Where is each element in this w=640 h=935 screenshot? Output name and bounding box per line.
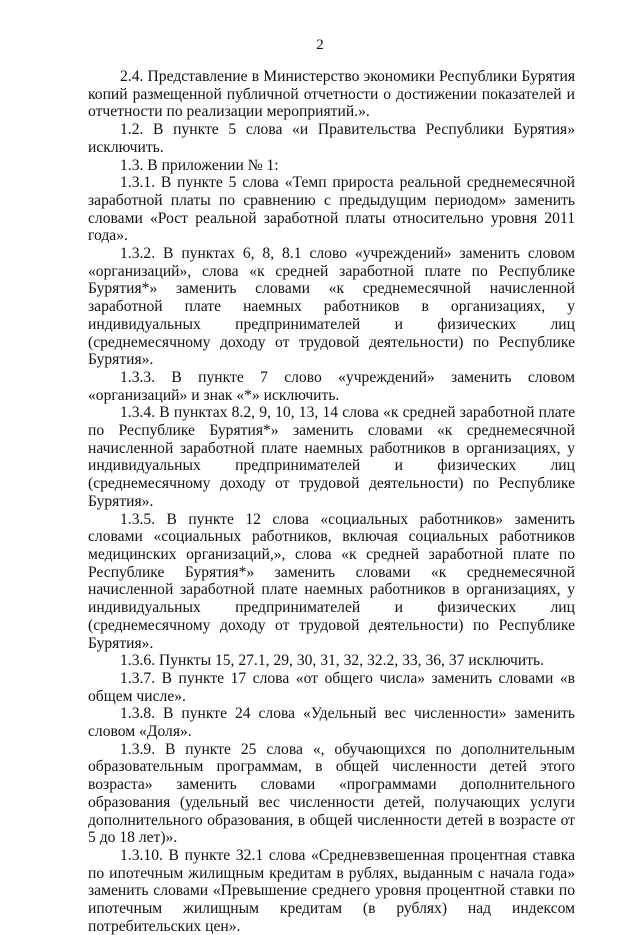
paragraph-1-3-8: 1.3.8. В пункте 24 слова «Удельный вес численности» заменить словом «Доля». bbox=[88, 705, 575, 741]
paragraph-1-3-5: 1.3.5. В пункте 12 слова «социальных работников» заменить словами «социальных работников, включая социальных работников медицинских организаций,», слова «к средней заработной плате по Республике Бурятия*» заменить словами «к среднемесячной начисленной заработной плате наемных работников в организациях, у индивидуальных предпринимателей и физических лиц (среднемесячному доходу от трудовой деятельности) по Республике Бурятия». bbox=[88, 510, 575, 652]
paragraph-1-2: 1.2. В пункте 5 слова «и Правительства Республики Бурятия» исключить. bbox=[88, 121, 575, 156]
document-body bbox=[88, 68, 575, 935]
paragraph-1-3-3: 1.3.3. В пункте 7 слово «учреждений» заменить словом «организаций» и знак «*» исключить. bbox=[88, 368, 575, 404]
paragraph-1-3-7: 1.3.7. В пункте 17 слова «от общего числа» заменить словами «в общем числе». bbox=[88, 669, 575, 705]
paragraph-1-3-6: 1.3.6. Пункты 15, 27.1, 29, 30, 31, 32, 32.2, 33, 36, 37 исключить. bbox=[120, 652, 545, 670]
paragraph-1-3-4: 1.3.4. В пунктах 8.2, 9, 10, 13, 14 слова «к средней заработной плате по Республике Бурятия*» заменить словами «к среднемесячной начисленной заработной плате наемных работников в организациях, у индивидуальных предпринимателей и физических лиц (среднемесячному доходу от трудовой деятельности) по Республике Бурятия». bbox=[88, 404, 575, 510]
page-number: 2 bbox=[316, 37, 324, 53]
paragraph-1-3-9: 1.3.9. В пункте 25 слова «, обучающихся по дополнительным образовательным программам, в общей численности детей этого возраста» заменить словами «программами дополнительного образования (удельный вес численности детей, получающих услуги дополнительного образования, в общей численности детей в возрасте от 5 до 18 лет)». bbox=[88, 740, 575, 847]
paragraph-1-3: 1.3. В приложении № 1: bbox=[120, 156, 279, 174]
paragraph-1-3-2: 1.3.2. В пунктах 6, 8, 8.1 слово «учреждений» заменить словом «организаций», слова «к средней заработной плате по Республике Бурятия*» заменить словами «к среднемесячной начисленной заработной плате наемных работников в организациях, у индивидуальных предпринимателей и физических лиц (среднемесячному доходу от трудовой деятельности) по Республике Бурятия». bbox=[88, 245, 575, 369]
paragraph-1-3-1: 1.3.1. В пункте 5 слова «Темп прироста реальной среднемесячной заработной платы по сравнению с предыдущим периодом» заменить словами «Рост реальной заработной платы относительно уровня 2011 года». bbox=[88, 174, 575, 245]
paragraph-2-4: 2.4. Представление в Министерство экономики Республики Бурятия копий размещенной публичной отчетности о достижении показателей и отчетности по реализации мероприятий.». bbox=[88, 68, 575, 121]
paragraph-1-3-10: 1.3.10. В пункте 32.1 слова «Средневзвешенная процентная ставка по ипотечным жилищным кредитам в рублях, выданным с начала года» заменить словами «Превышение среднего уровня процентной ставки по ипотечным жилищным кредитам (в рублях) над индексом потребительских цен». bbox=[88, 846, 575, 935]
